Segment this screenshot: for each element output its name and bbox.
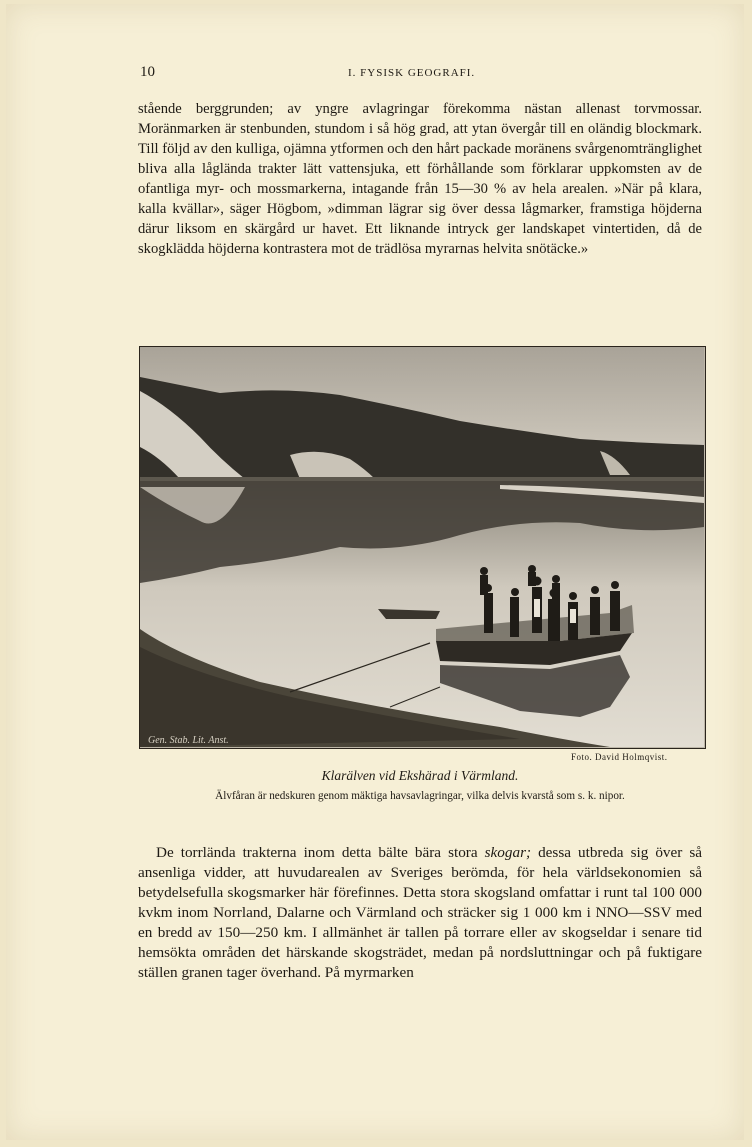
paragraph-second	[138, 843, 702, 983]
page-number: 10	[140, 64, 155, 80]
running-head: I. FYSISK GEOGRAFI.	[348, 67, 476, 79]
paragraph-second-rest: dessa utbreda sig över så ansenliga vidder, att huvudarealen av Sveriges berömda, för hela världsekonomien så betydelsefulla skogsmarker här förefinnes. Detta stora skogsland omfattar i runt tal 100 000 kvkm inom Norrland, Dalarne och Värmland och sträcker sig 1 000 km i NNO—SSV med en bredd av 150—250 km. I allmänhet är tallen på torrare eller av skogseldar i senare tid hemsökta områden det härskande skogsträdet, medan på nordsluttningar och på fuktigare ställen granen tager överhand. På myrmarken	[138, 844, 702, 981]
paragraph-second-start: De torrlända trakterna inom detta bälte bära stora	[156, 844, 485, 861]
photo-credit: Foto. David Holmqvist.	[571, 752, 668, 762]
book-page	[6, 4, 744, 1140]
emphasis-skogar: skogar;	[484, 844, 532, 861]
photo-illustration	[140, 347, 704, 747]
photo-stamp: Gen. Stab. Lit. Anst.	[148, 735, 229, 746]
river-ferry-photo	[139, 346, 706, 749]
paragraph-first: stående berggrunden; av yngre avlagringar förekomma nästan allenast torvmossar. Moränmarken är stenbunden, stundom i så hög grad, att ytan övergår till en oländig blockmark. Till följd av den kulliga, ojämna ytformen och den hårt packade moränens svårgenomtränglighet bliva alla låglända trakter lätt vattensjuka, ett förhållande som förklarar uppkomsten av de ofantliga myr- och mossmarkerna, intagande från 15—30 % av hela arealen. »När på klara, kalla kvällar», säger Högbom, »dimman lägrar sig över dessa lågmarker, framstiga höjderna därur liksom en skärgård ur havet. Ett liknande intryck ger landskapet vintertiden, då de skogklädda höjderna kontrastera mot de trädlösa myrarnas helvita snötäcke.»	[138, 101, 702, 257]
caption-text: Älvfåran är nedskuren genom mäktiga havsavlagringar, vilka delvis kvarstå som s. k. nipor.	[215, 790, 625, 802]
caption-title: Klarälven vid Ekshärad i Värmland.	[321, 768, 519, 783]
